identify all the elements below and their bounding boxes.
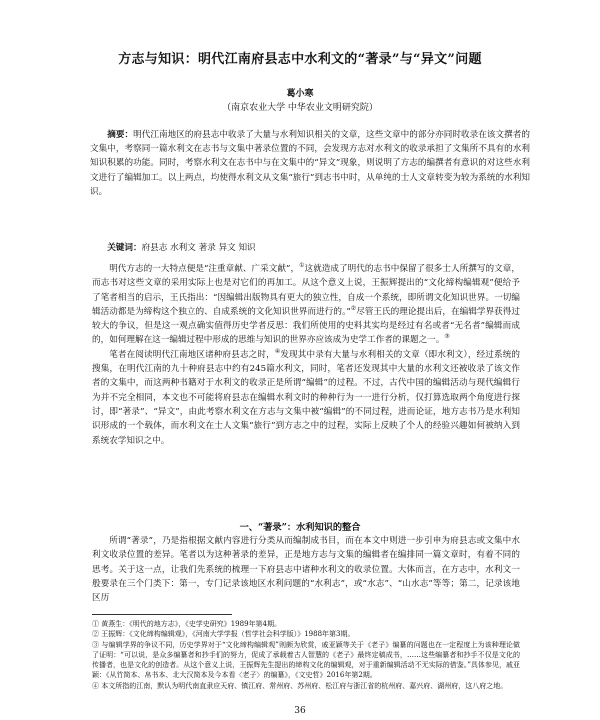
section-heading: 一、“著录”：水利知识的整合	[239, 522, 361, 533]
footnote-ref-2[interactable]: ②	[350, 305, 357, 313]
author-name: 葛小寒	[286, 89, 314, 99]
footnote-ref-3[interactable]: ③	[444, 333, 450, 341]
footnote: ② 王振辉：《文化缔构编辑观》，《河南大学学报（哲学社会科学版）》1988年第3期。	[92, 630, 355, 639]
body-paragraph-2: 笔者在阅读明代江南地区诸种府县志之时，④发现其中录有大量与水利相关的文章（即水利文），经过系统的搜集，在明代江南的九十种府县志中约有245篇水利文，同时，笔者还发现其中大量的水利文还被收录了该文作者的文集中，而这两种书籍对于水利文的收录正是所谓“编辑”的过程。不过，古代中国的编辑活动与现代编辑行为并不完全相同，本文也不可能将府县志在编辑水利文时的种种行为一一进行分析，仅打算选取两个角度进行探讨，即“著录”、“异文”，由此考察水利文在方志与文集中被“编辑”的不同过程，进而论证，地方志书乃是水利知识形成的一个载体，而水利文在士人文集“旅行”到方志之中的过程，实际上反映了个人的经验兴趣如何被纳入到系统农学知识之中。	[92, 347, 521, 446]
body-section-1	[92, 534, 520, 605]
body-paragraph-3: 所谓“著录”，乃是指根据文献内容进行分类从而编制成书目，而在本文中则进一步引申为府县志或文集中水利文收录位置的差异。笔者以为这种著录的差异，正是地方志与文集的编辑者在编排同一篇文章时，有着不同的思考。关于这一点，让我们先系统的梳理一下府县志中诸种水利文的收录位置。大体而言，在方志中，水利文一般要录在三个门类下：第一，专门记录该地区水利问题的“水利志”，或“水志”、“山水志”等等；第二，记录该地区历	[92, 536, 520, 604]
abstract-label: 摘要：	[107, 130, 134, 140]
author-affiliation: （南京农业大学 中华农业文明研究院）	[222, 103, 378, 113]
body-paragraph-1: 明代方志的一大特点便是“注重章献、广采文献”，①这就造成了明代的志书中保留了很多士人所撰写的文章，而志书对这些文章的采用实际上也是对它们的再加工。从这个意义上说，王振辉提出的“文化缔构编辑观”便给予了笔者相当的启示，王氏指出：“因编辑出版物具有更大的独立性，自成一个系统，即所谓文化知识世界。一切编辑活动都是为缔构这个独立的、自成系统的文化知识世界而进行的。”②尽管王氏的理论提出后，在编辑学界获得过较大的争议，但是这一观点确实值得历史学者反思：我们所使用的史料其实均是经过有名或者“无名者”编辑而成的，如何理解在这一编辑过程中形成的思维与知识的世界亦应该成为史学工作者的课题之一。③	[92, 262, 520, 346]
abstract-text: 明代江南地区的府县志中收录了大量与水利知识相关的文章，这些文章中的部分亦同时收录在该文撰者的文集中，考察同一篇水利文在志书与文集中著录位置的不同，会发现方志对水利文的收录承担了文集所不具有的水利知识积累的功能。同时，考察水利文在志书中与在文集中的“异文”现象，则说明了方志的编撰者有意识的对这些水利文进行了编辑加工。以上两点，均使得水利文从文集“旅行”到志书中时，从单纯的士人文章转变为较为系统的水利知识。	[90, 130, 530, 197]
footnote-ref-4[interactable]: ④	[274, 347, 281, 355]
footnote: ① 黄燕生：《明代的地方志》，《史学史研究》1989年第4期。	[92, 620, 282, 628]
keywords-label: 关键词：	[107, 243, 142, 253]
footnote-ref-1[interactable]: ①	[299, 262, 305, 270]
footnote: ③ 与编辑学界的争议不同，历史学界对于“文化缔构编辑观”则颇为欣赏，戚亚颖等关于《老子》编纂的问题也在一定程度上为该种理论做了证明：“可以说，是众多编纂者和抄手们的努力，促成了承载着古人智慧的《老子》最终定稿成书，……这些编纂者和抄手不仅是文化的传播者，也是文化的创造者。从这个意义上说，王振辉先生提出的缔构文化的编辑观，对于重新编辑活动不无实际的借鉴。”具体参见，戚亚颖：《从竹简本、帛书本、北大汉简本及今本看〈老子〉的编纂》，《文史哲》2016年第2期。	[92, 640, 521, 680]
footnote-divider	[92, 614, 232, 615]
abstract	[90, 128, 530, 199]
keywords	[90, 241, 530, 255]
article-title: 方志与知识：明代江南府县志中水利文的“著录”与“异文”问题	[118, 52, 482, 67]
keywords-text: 府县志 水利文 著录 异文 知识	[141, 243, 256, 253]
footnote: ④ 本文所指的江南，默认为明代南直隶应天府、镇江府、常州府、苏州府、松江府与浙江省的杭州府、嘉兴府、湖州府，这八府之地。	[92, 681, 508, 690]
page-number: 36	[294, 706, 306, 716]
body-intro	[92, 262, 520, 448]
footnotes	[92, 619, 520, 691]
